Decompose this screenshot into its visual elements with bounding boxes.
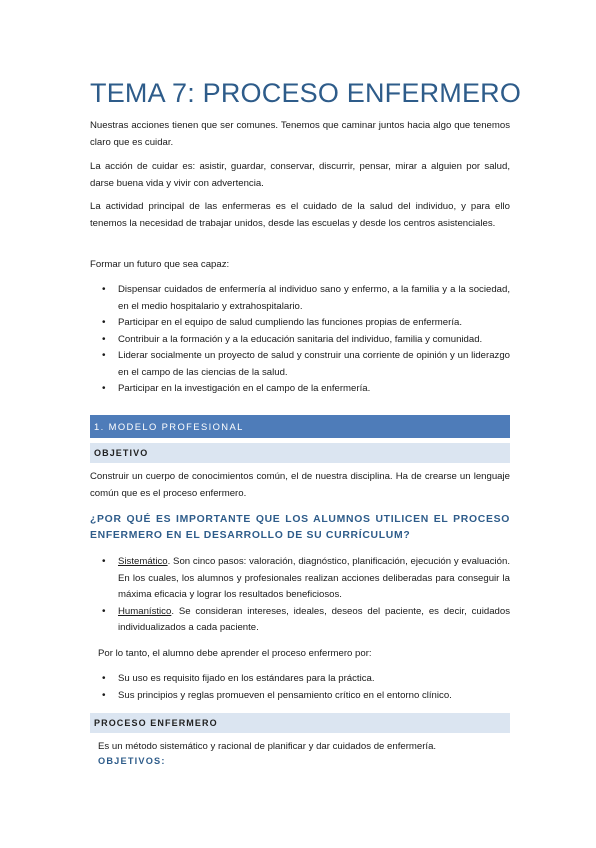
question-heading: ¿POR QUÉ ES IMPORTANTE QUE LOS ALUMNOS UTILICEN EL PROCESO ENFERMERO EN EL DESARROLLO DE SU CURRÍCULUM? (90, 514, 510, 541)
reason-text: . Son cinco pasos: valoración, diagnóstico, planificación, ejecución y evaluación. En los cuales, los alumnos y profesionales realizan acciones deliberadas para conseguir la máxima eficacia y lograr los resultados beneficiosos. (118, 556, 510, 600)
list-item: • Dispensar cuidados de enfermería al individuo sano y enfermo, a la familia y a la sociedad, en el medio hospitalario y extrahospitalario. (90, 282, 510, 315)
intro-paragraph-4: Formar un futuro que sea capaz: (90, 259, 230, 270)
list-item: • Liderar socialmente un proyecto de salud y construir una corriente de opinión y un liderazgo en el campo de las ciencias de la salud. (90, 348, 510, 381)
list-item: • Participar en el equipo de salud cumpliendo las funciones propias de enfermería. (90, 315, 510, 332)
list-item: • Su uso es requisito fijado en los estándares para la práctica. (90, 671, 510, 688)
reason-text: . Se consideran intereses, ideales, deseos del paciente, es decir, cuidados individualizados a cada paciente. (118, 605, 510, 633)
intro-paragraph-1: Nuestras acciones tienen que ser comunes. Tenemos que caminar juntos hacia algo que tenemos claro que es cuidar. (90, 120, 510, 148)
list-item (90, 604, 510, 637)
list-item: • Sus principios y reglas promueven el pensamiento crítico en el entorno clínico. (90, 688, 510, 705)
intro-paragraph-2: La acción de cuidar es: asistir, guardar, conservar, discurrir, pensar, mirar a alguien por salud, darse buena vida y vivir con advertencia. (90, 161, 510, 189)
reasons-list (90, 554, 510, 637)
therefore-paragraph: Por lo tanto, el alumno debe aprender el proceso enfermero por: (98, 648, 372, 659)
intro-paragraph-3: La actividad principal de las enfermeras es el cuidado de la salud del individuo, y para ello tenemos la necesidad de trabajar unidos, desde las escuelas y desde los centros asistenciales. (90, 201, 510, 229)
future-goals-list (90, 282, 510, 398)
reason-term: Humanístico (118, 605, 172, 617)
list-item: • Participar en la investigación en el campo de la enfermería. (90, 381, 510, 398)
list-item: • Contribuir a la formación y a la educación sanitaria del individuo, familia y comunidad. (90, 332, 510, 349)
objetivos-label: OBJETIVOS: (98, 756, 166, 766)
subheading-objetivo: OBJETIVO (90, 443, 510, 463)
because-list (90, 671, 510, 704)
reason-term: Sistemático (118, 556, 168, 567)
subheading-proceso-enfermero: PROCESO ENFERMERO (90, 713, 510, 733)
proceso-paragraph: Es un método sistemático y racional de planificar y dar cuidados de enfermería. (98, 741, 437, 752)
section-heading-modelo-profesional: 1. MODELO PROFESIONAL (90, 415, 510, 438)
objetivo-paragraph: Construir un cuerpo de conocimientos común, el de nuestra disciplina. Ha de crearse un lenguaje común que es el proceso enfermero. (90, 471, 510, 499)
page-title: TEMA 7: PROCESO ENFERMERO (90, 78, 522, 108)
list-item (90, 554, 510, 604)
